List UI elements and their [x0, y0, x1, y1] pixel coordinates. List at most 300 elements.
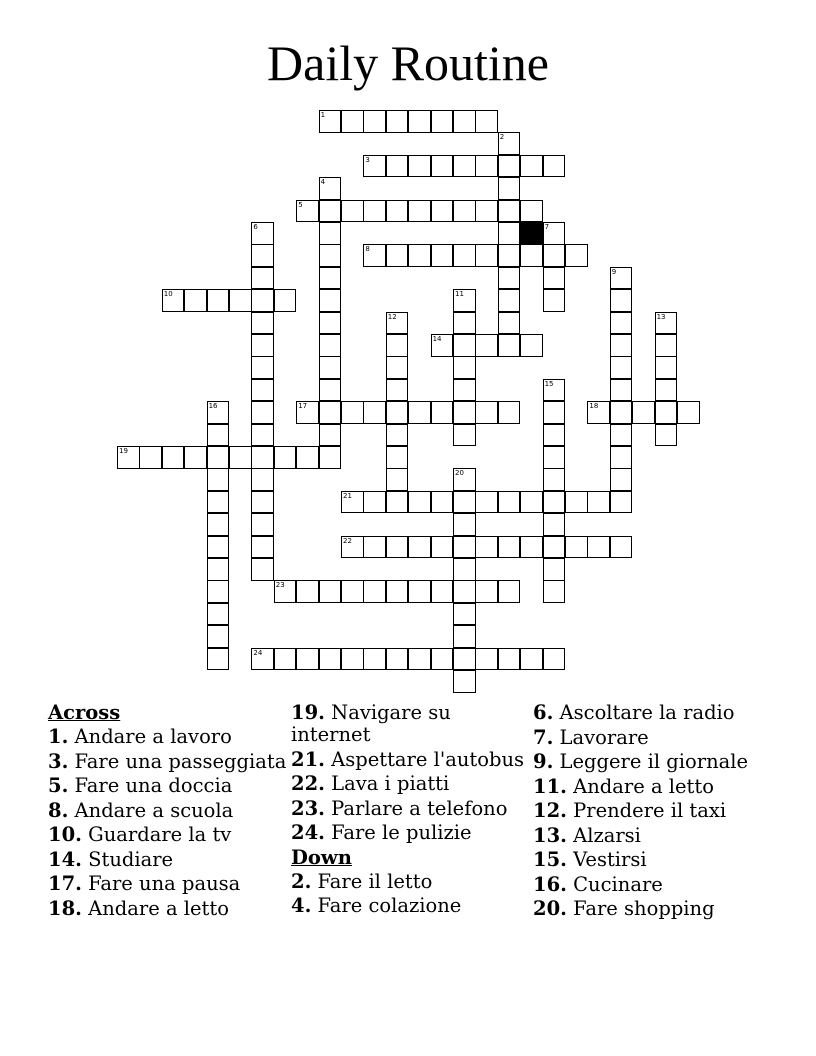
clue-item-number: 2.: [291, 869, 312, 893]
grid-cell[interactable]: [520, 334, 543, 357]
grid-cell[interactable]: [207, 513, 230, 536]
grid-cell[interactable]: [251, 446, 274, 469]
clue-item: [48, 726, 288, 748]
grid-cell[interactable]: [431, 401, 454, 424]
grid-cell[interactable]: [520, 200, 543, 223]
clue-item-number: 11.: [533, 774, 567, 798]
clue-number: 14: [432, 335, 442, 343]
clue-item-number: 8.: [48, 798, 69, 822]
page-title: Daily Routine: [267, 35, 549, 91]
grid-cell[interactable]: [453, 312, 476, 335]
clue-item-text: Fare shopping: [566, 897, 715, 920]
grid-cell[interactable]: [587, 401, 610, 424]
clue-number: 21: [343, 491, 352, 500]
grid-cell[interactable]: [453, 558, 476, 581]
grid-cell[interactable]: [251, 379, 274, 402]
grid-cell[interactable]: [251, 244, 274, 267]
grid-cell[interactable]: [162, 446, 185, 469]
grid-cell[interactable]: [475, 536, 498, 559]
clue-item-text: Vestirsi: [566, 848, 647, 871]
clue-item-text: Fare il letto: [311, 869, 433, 893]
grid-cell[interactable]: [363, 580, 386, 603]
clue-item: [48, 873, 288, 895]
grid-cell[interactable]: [207, 603, 230, 626]
grid-cell[interactable]: [431, 536, 454, 559]
clue-number: 4: [320, 178, 326, 187]
grid-cell[interactable]: [363, 491, 386, 514]
grid-cell[interactable]: [408, 648, 431, 671]
grid-cell[interactable]: [543, 289, 566, 312]
clue-item-text: Fare una passeggiata: [68, 749, 287, 773]
grid-cell[interactable]: [453, 334, 476, 357]
clue-item-text: Lava i piatti: [324, 772, 450, 795]
grid-cell[interactable]: [386, 580, 409, 603]
grid-cell[interactable]: [251, 222, 274, 245]
clue-item: [48, 898, 288, 920]
clue-number: 2: [499, 133, 505, 142]
grid-cell[interactable]: [498, 536, 521, 559]
grid-cell[interactable]: [498, 222, 521, 245]
grid-cell[interactable]: [251, 491, 274, 514]
clue-item: [48, 800, 288, 822]
grid-cell[interactable]: [341, 110, 364, 133]
grid-cell[interactable]: [498, 200, 521, 223]
clue-number: 23: [275, 581, 285, 590]
grid-cell[interactable]: [207, 491, 230, 514]
grid-cell[interactable]: [587, 491, 610, 514]
clue-number: 8: [365, 245, 370, 254]
clue-item-number: 10.: [48, 823, 82, 846]
grid-cell[interactable]: [498, 312, 521, 335]
grid-cell[interactable]: [386, 200, 409, 223]
grid-cell[interactable]: [251, 401, 274, 424]
clue-item: [533, 849, 773, 871]
grid-cell[interactable]: [453, 424, 476, 447]
clue-item-number: 13.: [533, 823, 567, 847]
grid-cell[interactable]: [274, 648, 297, 671]
grid-cell[interactable]: [543, 424, 566, 447]
grid-cell[interactable]: [341, 648, 364, 671]
grid-cell[interactable]: [431, 244, 454, 267]
grid-cell[interactable]: [543, 244, 566, 267]
grid-cell[interactable]: [543, 446, 566, 469]
grid-cell[interactable]: [453, 155, 476, 178]
grid-cell[interactable]: [117, 446, 140, 469]
grid-cell[interactable]: [319, 289, 342, 312]
grid-cell[interactable]: [475, 110, 498, 133]
clue-item-text: Fare colazione: [311, 894, 462, 917]
grid-cell[interactable]: [408, 155, 431, 178]
grid-cell[interactable]: [431, 580, 454, 603]
grid-cell[interactable]: [386, 536, 409, 559]
grid-cell[interactable]: [543, 491, 566, 514]
grid-cell[interactable]: [543, 580, 566, 603]
grid-cell[interactable]: [319, 401, 342, 424]
clue-item-number: 21.: [291, 747, 325, 771]
clue-number: 11: [455, 290, 464, 299]
clue-item-number: 4.: [291, 894, 312, 917]
grid-cell[interactable]: [229, 289, 252, 312]
grid-cell[interactable]: [453, 625, 476, 648]
grid-cell[interactable]: [475, 155, 498, 178]
grid-cell[interactable]: [319, 267, 342, 290]
grid-cell[interactable]: [363, 401, 386, 424]
grid-cell[interactable]: [655, 424, 678, 447]
clue-item: [48, 849, 288, 871]
clue-item: [291, 871, 531, 893]
grid-cell[interactable]: [632, 401, 655, 424]
grid-cell[interactable]: [207, 446, 230, 469]
grid-cell[interactable]: [319, 244, 342, 267]
clue-number: 16: [208, 402, 218, 411]
grid-cell[interactable]: [341, 536, 364, 559]
grid-cell[interactable]: [475, 244, 498, 267]
clue-item: [48, 824, 288, 846]
clue-item: [291, 822, 531, 844]
grid-cell[interactable]: [498, 132, 521, 155]
clue-item: [48, 751, 288, 773]
grid-cell[interactable]: [543, 468, 566, 491]
grid-cell[interactable]: [498, 580, 521, 603]
grid-cell[interactable]: [251, 468, 274, 491]
clue-item-text: Ascoltare la radio: [553, 701, 735, 724]
grid-cell[interactable]: [475, 648, 498, 671]
grid-cell[interactable]: [319, 356, 342, 379]
grid-cell[interactable]: [296, 648, 319, 671]
clue-item-number: 20.: [533, 897, 567, 920]
grid-cell[interactable]: [386, 334, 409, 357]
grid-cell[interactable]: [565, 536, 588, 559]
grid-cell[interactable]: [610, 424, 633, 447]
grid-cell[interactable]: [274, 580, 297, 603]
grid-cell[interactable]: [610, 536, 633, 559]
clue-item-number: 1.: [48, 725, 69, 748]
clue-item-number: 15.: [533, 848, 567, 871]
grid-cell[interactable]: [408, 491, 431, 514]
grid-cell[interactable]: [543, 155, 566, 178]
clue-item: [533, 800, 773, 822]
grid-cell[interactable]: [610, 312, 633, 335]
grid-cell[interactable]: [498, 401, 521, 424]
grid-cell[interactable]: [363, 110, 386, 133]
grid-cell[interactable]: [296, 446, 319, 469]
grid-cell[interactable]: [274, 446, 297, 469]
grid-cell[interactable]: [408, 580, 431, 603]
clue-item-text: Andare a letto: [81, 896, 229, 920]
across-heading: Across: [48, 701, 121, 724]
grid-cell[interactable]: [386, 446, 409, 469]
grid-cell[interactable]: [543, 648, 566, 671]
grid-cell[interactable]: [207, 625, 230, 648]
grid-cell[interactable]: [319, 177, 342, 200]
grid-cell[interactable]: [229, 446, 252, 469]
grid-cell[interactable]: [207, 580, 230, 603]
grid-cell[interactable]: [386, 155, 409, 178]
clue-item: [291, 749, 531, 771]
grid-cell[interactable]: [139, 446, 162, 469]
grid-cell[interactable]: [274, 289, 297, 312]
grid-cell[interactable]: [386, 244, 409, 267]
grid-cell[interactable]: [319, 379, 342, 402]
grid-cell[interactable]: [431, 648, 454, 671]
grid-cell[interactable]: [655, 334, 678, 357]
grid-cell[interactable]: [251, 558, 274, 581]
grid-cell[interactable]: [251, 356, 274, 379]
grid-cell[interactable]: [453, 536, 476, 559]
clue-item-text: Aspettare l'autobus: [324, 747, 525, 771]
grid-cell[interactable]: [363, 155, 386, 178]
grid-cell[interactable]: [296, 580, 319, 603]
clue-number: 9: [611, 267, 617, 276]
clue-item: [533, 825, 773, 847]
grid-cell[interactable]: [655, 379, 678, 402]
grid-cell[interactable]: [543, 536, 566, 559]
clue-item: [48, 775, 288, 797]
grid-cell[interactable]: [543, 513, 566, 536]
grid-cell[interactable]: [453, 580, 476, 603]
grid-cell[interactable]: [386, 312, 409, 335]
grid-cell[interactable]: [207, 289, 230, 312]
grid-cell[interactable]: [207, 536, 230, 559]
grid-cell[interactable]: [543, 379, 566, 402]
grid-cell[interactable]: [655, 401, 678, 424]
grid-cell[interactable]: [543, 267, 566, 290]
clue-item-text: Guardare la tv: [81, 823, 232, 846]
grid-cell[interactable]: [610, 289, 633, 312]
grid-cell[interactable]: [453, 401, 476, 424]
clue-item-text: Andare a lavoro: [68, 725, 232, 748]
grid-cell[interactable]: [498, 491, 521, 514]
grid-cell[interactable]: [386, 491, 409, 514]
grid-cell[interactable]: [655, 312, 678, 335]
grid-cell[interactable]: [520, 491, 543, 514]
grid-cell[interactable]: [386, 648, 409, 671]
grid-cell[interactable]: [543, 558, 566, 581]
grid-cell[interactable]: [431, 200, 454, 223]
clue-item-number: 17.: [48, 872, 82, 895]
grid-cell[interactable]: [207, 468, 230, 491]
grid-cell[interactable]: [319, 200, 342, 223]
grid-cell[interactable]: [431, 155, 454, 178]
grid-cell[interactable]: [341, 491, 364, 514]
grid-cell[interactable]: [184, 446, 207, 469]
grid-cell[interactable]: [587, 536, 610, 559]
grid-cell[interactable]: [341, 200, 364, 223]
grid-cell[interactable]: [431, 334, 454, 357]
clue-item-number: 22.: [291, 772, 325, 795]
clue-number: 17: [298, 402, 308, 411]
clue-item-text: Andare a letto: [566, 774, 714, 798]
clue-item: [291, 702, 531, 746]
clue-item-text: Fare una pausa: [81, 872, 241, 895]
grid-cell[interactable]: [475, 200, 498, 223]
grid-cell[interactable]: [610, 267, 633, 290]
grid-cell[interactable]: [520, 536, 543, 559]
grid-cell[interactable]: [453, 244, 476, 267]
clue-item: [533, 776, 773, 798]
grid-cell[interactable]: [655, 356, 678, 379]
grid-cell[interactable]: [251, 536, 274, 559]
grid-cell[interactable]: [251, 312, 274, 335]
grid-cell[interactable]: [610, 446, 633, 469]
grid-cell[interactable]: [341, 580, 364, 603]
grid-cell[interactable]: [319, 580, 342, 603]
grid-cell[interactable]: [610, 356, 633, 379]
clue-number: 12: [387, 312, 397, 321]
grid-cell[interactable]: [610, 334, 633, 357]
grid-cell[interactable]: [408, 200, 431, 223]
grid-cell[interactable]: [319, 446, 342, 469]
grid-cell[interactable]: [498, 155, 521, 178]
grid-cell[interactable]: [251, 424, 274, 447]
clue-item-number: 18.: [48, 896, 82, 920]
grid-cell[interactable]: [543, 401, 566, 424]
clue-item: [533, 727, 773, 749]
grid-cell[interactable]: [341, 401, 364, 424]
clue-item-text: Lavorare: [553, 725, 649, 749]
down-heading: Down: [291, 845, 352, 869]
grid-cell[interactable]: [565, 491, 588, 514]
clue-item-number: 16.: [533, 872, 567, 896]
clues-column-3: [533, 702, 773, 923]
clue-item-number: 19.: [291, 701, 325, 724]
grid-cell[interactable]: [386, 424, 409, 447]
grid-cell[interactable]: [408, 401, 431, 424]
grid-cell[interactable]: [363, 200, 386, 223]
clue-number: 10: [163, 290, 173, 299]
clue-item-text: Alzarsi: [566, 823, 641, 847]
clue-item-text: Leggere il giornale: [553, 750, 749, 773]
grid-cell[interactable]: [363, 648, 386, 671]
grid-cell[interactable]: [475, 491, 498, 514]
grid-cell[interactable]: [296, 401, 319, 424]
grid-cell[interactable]: [319, 110, 342, 133]
grid-cell[interactable]: [319, 334, 342, 357]
grid-cell[interactable]: [610, 401, 633, 424]
clues-column-1: [48, 702, 288, 922]
clue-item: [291, 895, 531, 917]
grid-cell[interactable]: [453, 603, 476, 626]
clue-number: 24: [253, 648, 263, 657]
grid-cell[interactable]: [431, 491, 454, 514]
clue-number: 5: [298, 200, 303, 209]
grid-cell[interactable]: [386, 379, 409, 402]
grid-cell[interactable]: [520, 648, 543, 671]
grid-cell[interactable]: [453, 670, 476, 693]
grid-cell[interactable]: [498, 177, 521, 200]
grid-cell[interactable]: [251, 267, 274, 290]
clue-item: [291, 773, 531, 795]
grid-cell[interactable]: [251, 289, 274, 312]
grid-cell[interactable]: [162, 289, 185, 312]
grid-cell[interactable]: [453, 379, 476, 402]
clue-item-number: 12.: [533, 799, 567, 822]
clue-item-number: 7.: [533, 725, 554, 749]
clue-item-number: 9.: [533, 750, 554, 773]
clue-item: [533, 898, 773, 920]
grid-cell[interactable]: [184, 289, 207, 312]
grid-cell[interactable]: [251, 648, 274, 671]
grid-cell[interactable]: [543, 222, 566, 245]
grid-cell[interactable]: [319, 222, 342, 245]
grid-cell[interactable]: [498, 267, 521, 290]
grid-cell[interactable]: [453, 200, 476, 223]
grid-cell[interactable]: [386, 110, 409, 133]
clue-number: 3: [365, 155, 370, 164]
grid-cell[interactable]: [319, 648, 342, 671]
grid-cell[interactable]: [453, 468, 476, 491]
grid-cell[interactable]: [251, 513, 274, 536]
grid-cell[interactable]: [475, 334, 498, 357]
grid-cell[interactable]: [319, 424, 342, 447]
grid-cell[interactable]: [453, 648, 476, 671]
grid-cell[interactable]: [363, 244, 386, 267]
grid-cell[interactable]: [207, 558, 230, 581]
clue-item: [533, 751, 773, 773]
clue-number: 22: [343, 536, 352, 545]
clue-item: [291, 798, 531, 820]
grid-cell[interactable]: [610, 491, 633, 514]
clue-item: [533, 702, 773, 724]
grid-cell[interactable]: [453, 491, 476, 514]
clue-number: 13: [656, 312, 666, 321]
grid-cell[interactable]: [296, 200, 319, 223]
grid-cell[interactable]: [251, 334, 274, 357]
clue-number: 1: [320, 111, 326, 119]
grid-cell[interactable]: [207, 648, 230, 671]
grid-cell[interactable]: [475, 401, 498, 424]
grid-cell[interactable]: [498, 334, 521, 357]
clue-item-text: Navigare su internet: [291, 701, 451, 746]
grid-cell[interactable]: [386, 401, 409, 424]
grid-cell[interactable]: [319, 312, 342, 335]
grid-cell[interactable]: [408, 110, 431, 133]
grid-cell[interactable]: [475, 580, 498, 603]
grid-cell[interactable]: [408, 536, 431, 559]
black-cell: [520, 222, 543, 245]
grid-cell[interactable]: [520, 244, 543, 267]
grid-cell[interactable]: [386, 468, 409, 491]
grid-cell[interactable]: [610, 379, 633, 402]
grid-cell[interactable]: [453, 289, 476, 312]
grid-cell[interactable]: [565, 244, 588, 267]
grid-cell[interactable]: [408, 244, 431, 267]
grid-cell[interactable]: [453, 513, 476, 536]
clue-item-text: Parlare a telefono: [324, 796, 508, 820]
grid-cell[interactable]: [431, 110, 454, 133]
clue-item-number: 6.: [533, 701, 554, 724]
clue-item-text: Andare a scuola: [68, 798, 234, 822]
clue-number: 15: [544, 379, 554, 388]
grid-cell[interactable]: [677, 401, 700, 424]
grid-cell[interactable]: [207, 424, 230, 447]
clues-column-2: [291, 702, 531, 920]
grid-cell[interactable]: [498, 244, 521, 267]
clue-number: 18: [589, 402, 599, 411]
grid-cell[interactable]: [363, 536, 386, 559]
grid-cell[interactable]: [453, 356, 476, 379]
clue-item-text: Fare una doccia: [68, 774, 233, 797]
grid-cell[interactable]: [453, 110, 476, 133]
grid-cell[interactable]: [520, 155, 543, 178]
grid-cell[interactable]: [498, 289, 521, 312]
clue-number: 7: [544, 223, 550, 231]
grid-cell[interactable]: [610, 468, 633, 491]
grid-cell[interactable]: [207, 401, 230, 424]
clue-item-text: Cucinare: [566, 872, 663, 896]
grid-cell[interactable]: [386, 356, 409, 379]
grid-cell[interactable]: [498, 648, 521, 671]
